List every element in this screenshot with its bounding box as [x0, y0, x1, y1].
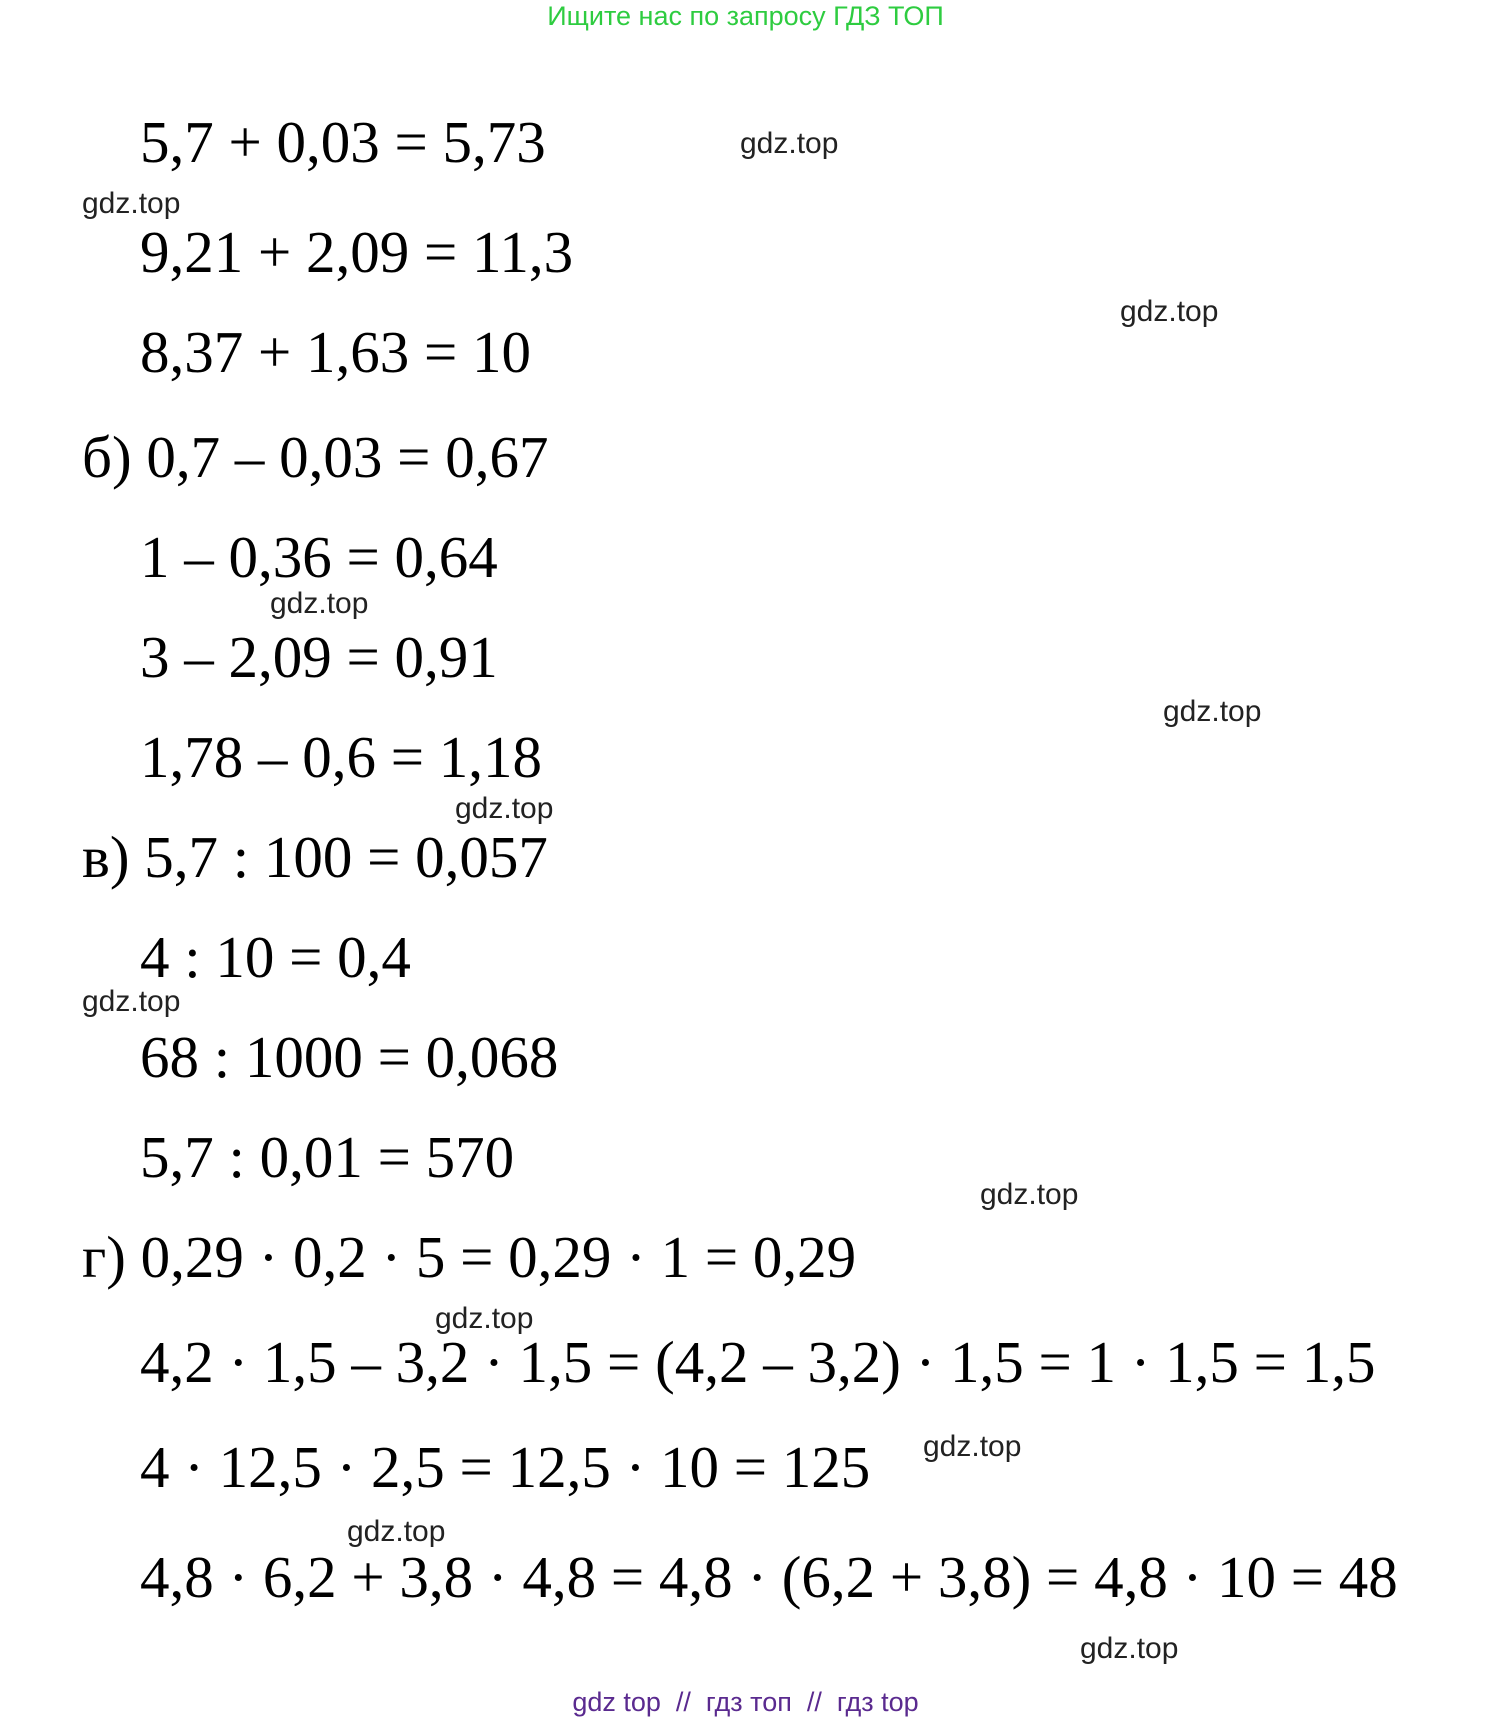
equation-v-2: 4 : 10 = 0,4	[140, 924, 411, 990]
footer-links: gdz top // гдз топ // гдз top	[572, 1687, 919, 1717]
equation-v-4: 5,7 : 0,01 = 570	[140, 1124, 515, 1190]
equation-b-2: 1 – 0,36 = 0,64	[140, 524, 498, 590]
watermark: gdz.top	[455, 792, 554, 825]
equation-b-3: 3 – 2,09 = 0,91	[140, 624, 498, 690]
watermark: gdz.top	[270, 587, 369, 620]
watermark: gdz.top	[1120, 295, 1219, 328]
equation-g-2: 4,2 · 1,5 – 3,2 · 1,5 = (4,2 – 3,2) · 1,5 = 1 · 1,5 = 1,5	[140, 1329, 1376, 1395]
equation-a-2: 9,21 + 2,09 = 11,3	[140, 219, 574, 285]
equation-g-4: 4,8 · 6,2 + 3,8 · 4,8 = 4,8 · (6,2 + 3,8) = 4,8 · 10 = 48	[140, 1544, 1398, 1610]
equation-a-1: 5,7 + 0,03 = 5,73	[140, 109, 546, 175]
watermark: gdz.top	[1080, 1632, 1179, 1665]
equation-g-3: 4 · 12,5 · 2,5 = 12,5 · 10 = 125	[140, 1434, 871, 1500]
equation-a-3: 8,37 + 1,63 = 10	[140, 319, 532, 385]
equation-g-1: г) 0,29 · 0,2 · 5 = 0,29 · 1 = 0,29	[82, 1224, 857, 1290]
watermark: gdz.top	[435, 1302, 534, 1335]
header-banner: Ищите нас по запросу ГДЗ ТОП	[547, 1, 944, 31]
equation-b-1: б) 0,7 – 0,03 = 0,67	[82, 424, 549, 490]
watermark: gdz.top	[980, 1178, 1079, 1211]
equation-v-3: 68 : 1000 = 0,068	[140, 1024, 559, 1090]
watermark: gdz.top	[923, 1430, 1022, 1463]
equation-v-1: в) 5,7 : 100 = 0,057	[82, 824, 548, 890]
watermark: gdz.top	[740, 127, 839, 160]
watermark: gdz.top	[82, 985, 181, 1018]
equation-b-4: 1,78 – 0,6 = 1,18	[140, 724, 543, 790]
watermark: gdz.top	[1163, 695, 1262, 728]
watermark: gdz.top	[82, 187, 181, 220]
watermark: gdz.top	[347, 1515, 446, 1548]
